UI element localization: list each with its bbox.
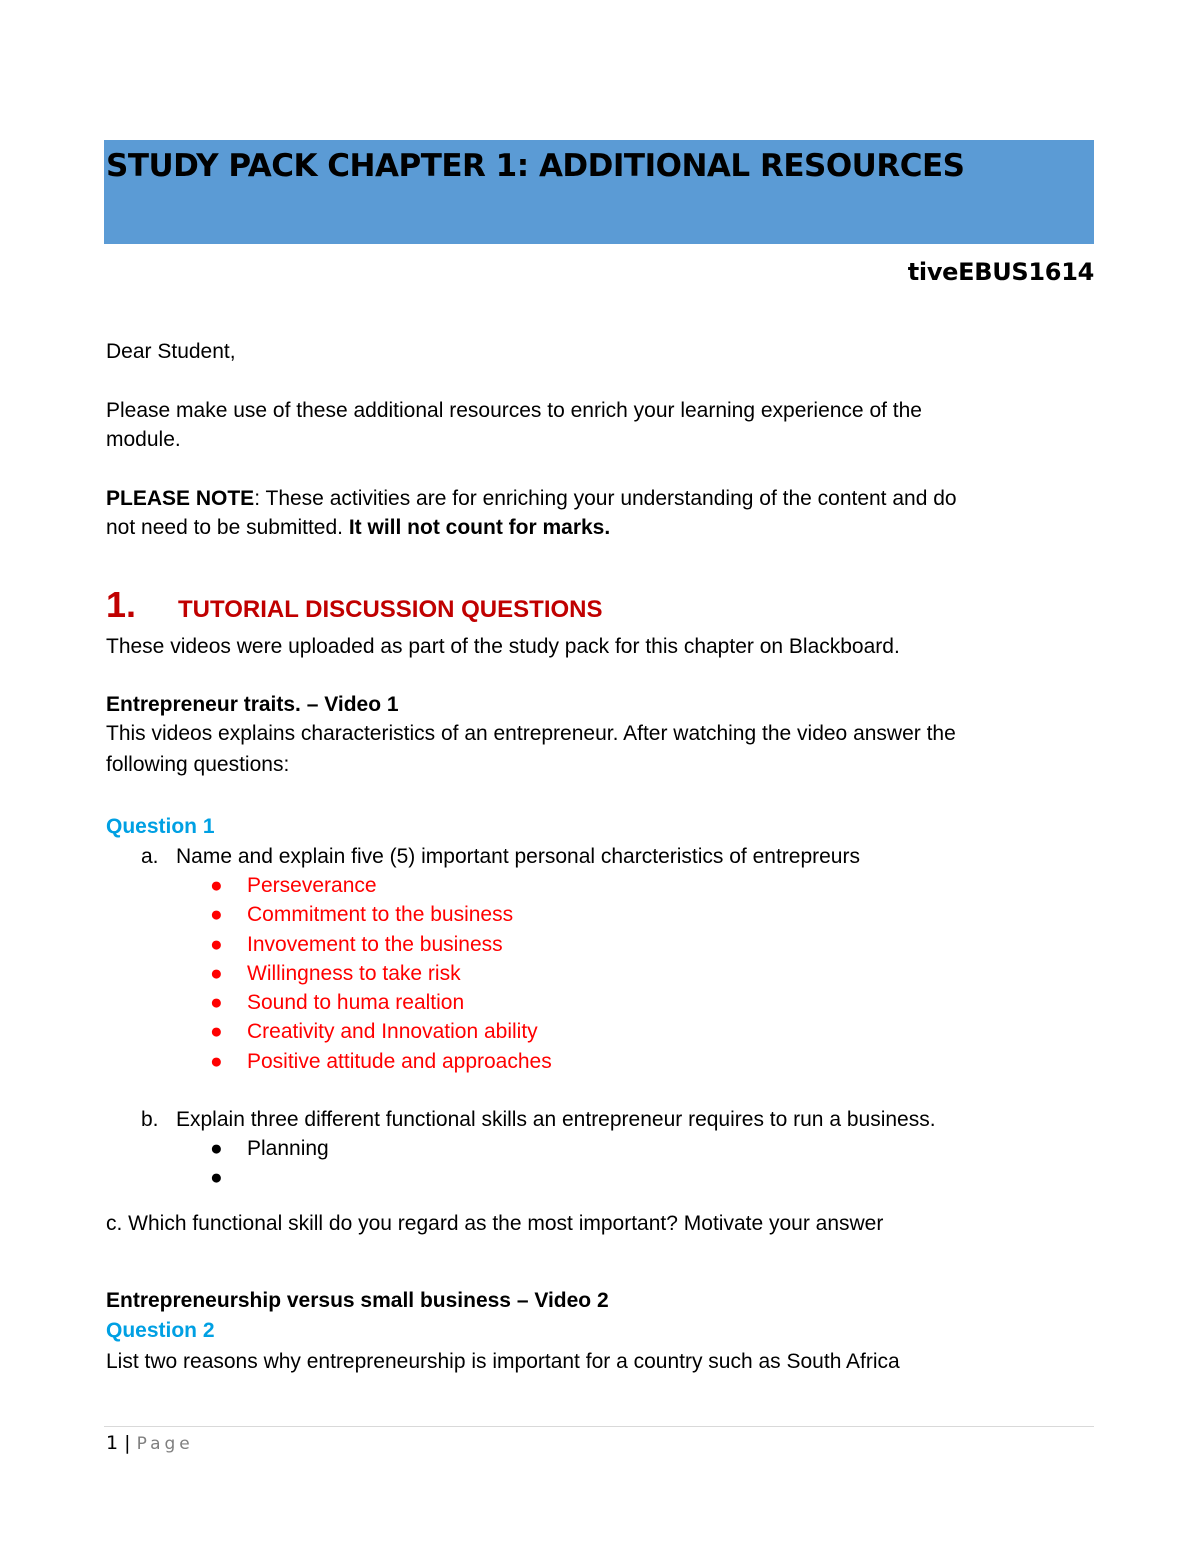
title-banner [104,140,1094,244]
section-intro: These videos were uploaded as part of the study pack for this chapter on Blackboard. [106,635,900,658]
list-item [210,1163,329,1192]
list-item: ● Positive attitude and approaches [210,1047,552,1076]
question-1c: c. Which functional skill do you regard as the most important? Motivate your answer [106,1212,884,1235]
bullet-icon: ● [210,874,223,897]
bullet-icon: ● [210,1020,223,1044]
greeting: Dear Student, [106,340,236,363]
intro-paragraph-line-1: Please make use of these additional resources to enrich your learning experience of the [106,399,922,422]
list-item: ● Commitment to the business [210,900,552,929]
module-code: tiveEBUS1614 [907,258,1094,286]
section-heading [106,584,603,626]
bullet-icon: ● [210,903,223,927]
bullet-icon: ● [210,1137,223,1160]
section-number: 1. [106,584,137,625]
item-label: a. [141,845,159,868]
note-text-2: not need to be submitted. [106,516,349,539]
bullet-icon: ● [210,961,223,985]
video-1-description-line-1: This videos explains characteristics of an entrepreneur. After watching the video answer the [106,722,956,745]
page-title: STUDY PACK CHAPTER 1: ADDITIONAL RESOURCES [106,148,965,184]
question-1a-text: Name and explain five (5) important personal charcteristics of entrepreurs [176,845,860,868]
question-1b [141,1105,936,1134]
question-2-text: List two reasons why entrepreneurship is important for a country such as South Africa [106,1350,900,1373]
note-line-2 [106,513,610,542]
question-1b-text: Explain three different functional skills an entrepreneur requires to run a business. [176,1108,936,1131]
item-label: b. [141,1108,159,1131]
bullet-icon: ● [210,991,223,1015]
note-emphasis: It will not count for marks. [348,516,611,539]
list-item: ● Creativity and Innovation ability [210,1017,552,1046]
page-number: 1 [106,1432,119,1454]
list-item: ● Willingness to take risk [210,959,552,988]
footer-divider [104,1426,1094,1427]
intro-paragraph-line-2: module. [106,428,181,451]
video-1-title: Entrepreneur traits. – Video 1 [106,693,399,716]
bullet-icon: ● [210,932,223,956]
question-1a [141,842,860,871]
note-text: : These activities are for enriching your understanding of the content and do [254,487,957,510]
question-1-label: Question 1 [106,815,215,838]
bullet-icon: ● [210,1166,223,1190]
note-line-1 [106,484,957,513]
page-footer [106,1432,194,1454]
list-item: ● Perseverance [210,871,552,900]
bullet-icon: ● [210,1049,223,1073]
note-label: PLEASE NOTE [106,487,255,510]
list-item: ● Planning [210,1134,329,1163]
question-2-label: Question 2 [106,1319,215,1342]
video-2-title: Entrepreneurship versus small business – Video 2 [106,1289,609,1312]
list-item: ● Invovement to the business [210,930,552,959]
answer-list-1b [210,1134,329,1193]
list-item: ● Sound to huma realtion [210,988,552,1017]
answer-list-1a [210,871,552,1076]
footer-separator: | [118,1432,137,1454]
section-title: TUTORIAL DISCUSSION QUESTIONS [178,596,603,623]
page-label: Page [136,1434,194,1454]
video-1-description-line-2: following questions: [106,753,290,776]
